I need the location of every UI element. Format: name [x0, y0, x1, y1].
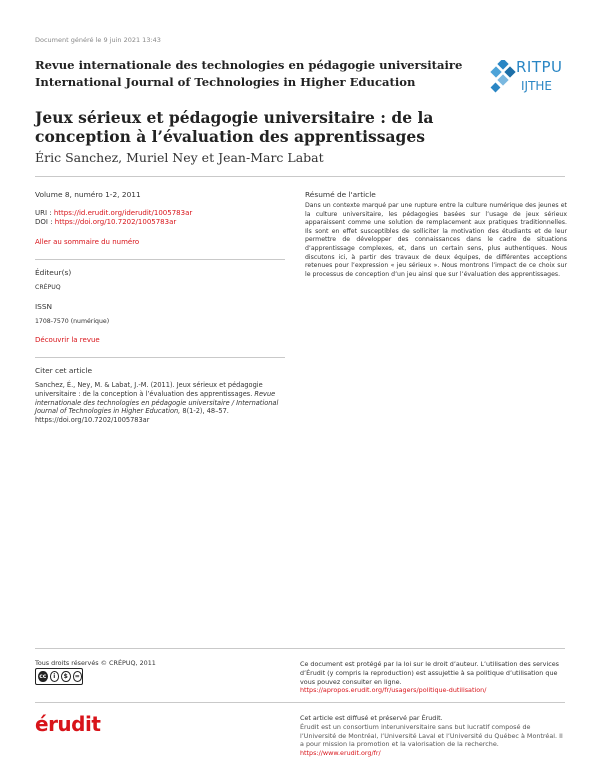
publisher-value: CRÉPUQ — [35, 284, 61, 291]
issn-label: ISSN — [35, 302, 53, 311]
erudit-notice — [300, 714, 565, 758]
cite-label: Citer cet article — [35, 366, 93, 375]
citation-plain: Sanchez, É., Ney, M. & Labat, J.-M. (2011). Jeux sérieux et pédagogie universitaire : de la conception à l’évaluation des apprentissages. — [35, 381, 263, 398]
doi-label: DOI : — [35, 218, 55, 227]
ritpu-logo-mark-icon — [490, 60, 516, 94]
erudit-site-link[interactable]: https://www.erudit.org/fr/ — [300, 749, 381, 758]
abstract-label: Résumé de l'article — [305, 190, 376, 199]
erudit-line1: Cet article est diffusé et préservé par Érudit. — [300, 714, 443, 722]
cc-license-badge[interactable] — [35, 668, 83, 685]
article-authors: Éric Sanchez, Muriel Ney et Jean-Marc Labat — [35, 150, 324, 165]
issn-value: 1708-7570 (numérique) — [35, 318, 110, 325]
erudit-logo: érudit — [35, 712, 101, 736]
cc-by-icon: i — [50, 671, 60, 682]
cc-icon: cc — [39, 673, 47, 680]
rights-statement: Tous droits réservés © CRÉPUQ, 2011 — [35, 659, 156, 667]
citation-text — [35, 381, 285, 425]
generation-date: Document généré le 9 juin 2021 13:43 — [35, 36, 161, 44]
citation-tail: 8(1-2), 48–57. https://doi.org/10.7202/1005783ar — [35, 407, 229, 425]
journal-title-en: International Journal of Technologies in Higher Education — [35, 75, 416, 89]
copyright-text: Ce document est protégé par la loi sur le droit d’auteur. L’utilisation des services d’Érudit (y compris la reproduction) est assujettie à sa politique d’utilisation que vous pouvez consulter en ligne. — [300, 660, 560, 686]
copyright-notice — [300, 660, 560, 695]
usage-policy-link[interactable]: https://apropos.erudit.org/fr/usagers/politique-dutilisation/ — [300, 686, 487, 695]
logo-ritpu-text: RITPU — [516, 58, 563, 76]
citation-journal: Revue internationale des technologies en pédagogie universitaire / International Journal of Technologies in Higher Education, — [35, 389, 279, 416]
erudit-description: Érudit est un consortium interuniversitaire sans but lucratif composé de l’Université de Montréal, l’Université Laval et l’Université du Québec à Montréal. Il a pour mission la promotion et la valorisation de la recherche. — [300, 722, 563, 749]
divider — [35, 702, 565, 703]
divider — [35, 259, 285, 260]
doi-link[interactable]: https://doi.org/10.7202/1005783ar — [54, 218, 177, 227]
uri-label: URI : — [35, 209, 54, 217]
ritpu-logo — [490, 56, 570, 100]
issue-contents-link[interactable]: Aller au sommaire du numéro — [35, 238, 140, 246]
volume-info: Volume 8, numéro 1-2, 2011 — [35, 190, 141, 199]
cc-nc-icon: $ — [61, 671, 71, 682]
cc-nd-icon: = — [73, 671, 83, 682]
journal-title-fr: Revue internationale des technologies en pédagogie universitaire — [35, 58, 463, 72]
discover-journal-link[interactable]: Découvrir la revue — [35, 336, 100, 344]
journal-title — [35, 57, 475, 91]
publisher-label: Éditeur(s) — [35, 268, 72, 277]
abstract-text: Dans un contexte marqué par une rupture entre la culture numérique des jeunes et la culture universitaire, les pédagogies basées sur l’usage de jeux sérieux apparaissent comme une solution de remplacement aux pratiques traditionnelles. Ils sont en effet susceptibles de solliciter la motivation des étudiants et de leur permettre de développer des connaissances dans le cadre de situations d’apprentissage complexes, et, dans un certain sens, plus authentiques. Nous discutons ici, à partir des travaux de deux équipes, de différentes acceptions retenues pour l’expression « jeu sérieux ». Nous montrons l’impact de ce choix sur le processus de conception d’un jeu ainsi que sur l’évaluation des apprentissages. — [305, 202, 567, 278]
uri-line — [35, 209, 295, 218]
identifiers — [35, 209, 295, 227]
logo-ijthe-text: IJTHE — [521, 79, 553, 93]
doi-line — [35, 218, 295, 227]
article-title: Jeux sérieux et pédagogie universitaire : de la conception à l’évaluation des apprentissages — [35, 108, 434, 146]
uri-link[interactable]: https://id.erudit.org/iderudit/1005783ar — [53, 209, 193, 217]
divider — [35, 357, 285, 358]
divider — [35, 648, 565, 649]
divider — [35, 176, 565, 177]
